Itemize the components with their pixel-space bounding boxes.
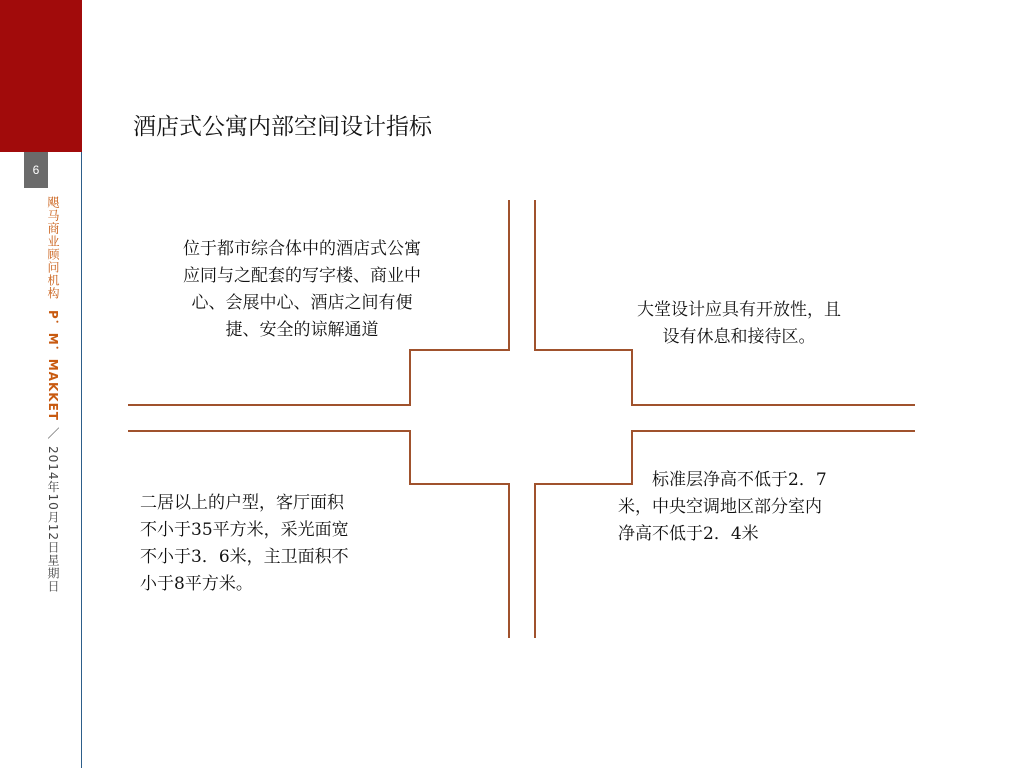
text-line: 大堂设计应具有开放性，且 xyxy=(637,300,841,320)
text-line: 捷、安全的谅解通道 xyxy=(225,320,379,340)
text-line: 不小于35平方米，采光面宽 xyxy=(140,520,349,540)
slide-title: 酒店式公寓内部空间设计指标 xyxy=(133,114,432,140)
caption-separator: ／ xyxy=(46,426,60,440)
brand-name: P．M．MAKKET xyxy=(46,310,60,421)
page-number: 6 xyxy=(32,163,40,177)
text-line: 小于8平方米。 xyxy=(140,574,253,594)
company-name: 飓马商业顾问机构 xyxy=(46,196,60,300)
text-line: 不小于3．6米，主卫面积不 xyxy=(140,547,349,567)
quadrant-bottom-right-text xyxy=(618,467,918,548)
text-line: 二居以上的户型，客厅面积 xyxy=(140,493,344,513)
quadrant-top-left-text xyxy=(126,236,478,344)
quadrant-bottom-left-text xyxy=(140,490,450,598)
quadrant-top-right-text xyxy=(584,297,894,351)
text-line: 米，中央空调地区部分室内 xyxy=(618,497,822,517)
text-line: 心、会展中心、酒店之间有便 xyxy=(191,293,413,313)
text-line: 应同与之配套的写字楼、商业中 xyxy=(183,266,421,286)
text-line: 位于都市综合体中的酒店式公寓 xyxy=(183,239,421,259)
text-line: 标准层净高不低于2．7 xyxy=(652,470,827,490)
text-line: 净高不低于2．4米 xyxy=(618,524,759,544)
text-line: 设有休息和接待区。 xyxy=(662,327,816,347)
slide-date: 2014年10月12日星期日 xyxy=(46,445,60,594)
